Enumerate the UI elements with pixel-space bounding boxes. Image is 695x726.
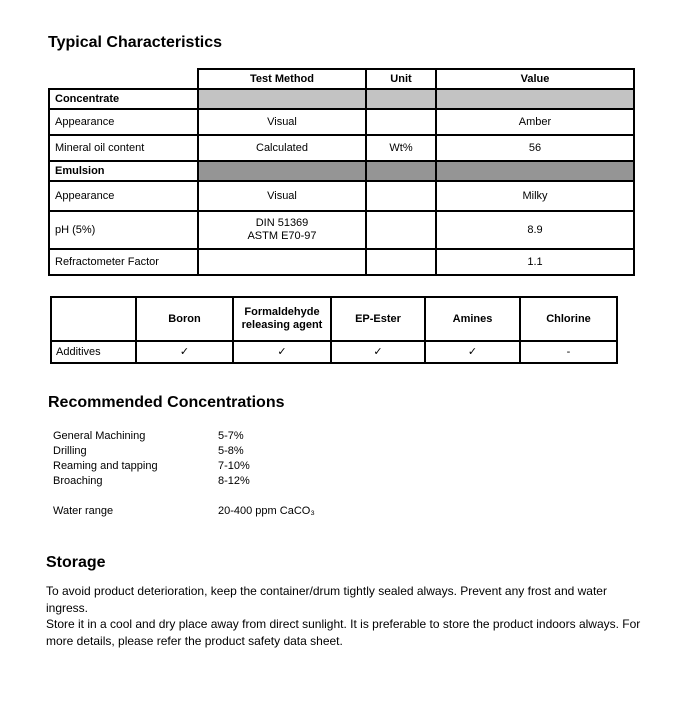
- additives-table: [50, 296, 618, 364]
- checkmark-formaldehyde: ✓: [233, 341, 331, 363]
- cell-unit: [366, 249, 436, 275]
- checkmark-amines: ✓: [425, 341, 520, 363]
- header-unit: Unit: [366, 69, 436, 89]
- table-row-appearance-concentrate: [49, 109, 634, 135]
- concentration-label: General Machining: [53, 429, 146, 442]
- additives-header-blank: [51, 297, 136, 341]
- additives-header-boron: Boron: [136, 297, 233, 341]
- group-fill-cell: [366, 161, 436, 181]
- table-row-appearance-emulsion: [49, 181, 634, 211]
- group-label-emulsion: Emulsion: [49, 161, 198, 181]
- list-item-broaching: [53, 473, 695, 488]
- cell-test-method: Visual: [198, 109, 366, 135]
- concentration-value: 5-7%: [218, 429, 244, 442]
- concentration-value: 7-10%: [218, 459, 250, 472]
- group-fill-cell: [436, 161, 634, 181]
- section-title-recommended-concentrations: Recommended Concentrations: [48, 394, 285, 411]
- additives-header-ep-ester: EP-Ester: [331, 297, 425, 341]
- storage-text-line: more details, please refer the product safety data sheet.: [46, 633, 343, 648]
- concentration-label: Broaching: [53, 474, 103, 487]
- cell-test-method: Calculated: [198, 135, 366, 161]
- list-item-water-range: [53, 503, 695, 518]
- table-row-refractometer-factor: [49, 249, 634, 275]
- storage-paragraph: [46, 583, 680, 649]
- cell-test-method: [198, 211, 366, 249]
- test-method-line-1: DIN 51369: [255, 217, 309, 229]
- cell-value: Milky: [436, 181, 634, 211]
- list-item-drilling: [53, 443, 695, 458]
- cell-label: Appearance: [49, 109, 198, 135]
- additives-header-formaldehyde: Formaldehyde releasing agent: [233, 297, 331, 341]
- table-row-concentrate: [49, 89, 634, 109]
- section-title-storage: Storage: [46, 554, 106, 571]
- group-label-concentrate: Concentrate: [49, 89, 198, 109]
- cell-label: Refractometer Factor: [49, 249, 198, 275]
- cell-label: Mineral oil content: [49, 135, 198, 161]
- cell-test-method: [198, 249, 366, 275]
- concentration-label: Reaming and tapping: [53, 459, 158, 472]
- table-header-row: [49, 69, 634, 89]
- cell-value: 8.9: [436, 211, 634, 249]
- test-method-line-2: ASTM E70-97: [247, 230, 317, 242]
- cell-label: pH (5%): [49, 211, 198, 249]
- additives-header-chlorine: Chlorine: [520, 297, 617, 341]
- water-range-value: 20-400 ppm CaCO₃: [218, 504, 315, 517]
- additives-header-row: [51, 297, 617, 341]
- cell-value: Amber: [436, 109, 634, 135]
- cell-unit: [366, 109, 436, 135]
- additives-header-amines: Amines: [425, 297, 520, 341]
- table-row-ph: [49, 211, 634, 249]
- additives-data-row: [51, 341, 617, 363]
- water-range-label: Water range: [53, 504, 114, 517]
- table-row-mineral-oil-content: [49, 135, 634, 161]
- checkmark-boron: ✓: [136, 341, 233, 363]
- storage-text-line: To avoid product deterioration, keep the container/drum tightly sealed always. Prevent any frost and water: [46, 584, 607, 598]
- cell-unit: [366, 211, 436, 249]
- group-fill-cell: [198, 161, 366, 181]
- group-fill-cell: [366, 89, 436, 109]
- header-test-method: Test Method: [198, 69, 366, 89]
- characteristics-table: [48, 68, 635, 276]
- group-fill-cell: [198, 89, 366, 109]
- cell-unit: [366, 181, 436, 211]
- section-title-typical-characteristics: Typical Characteristics: [48, 34, 223, 51]
- storage-text-line: ingress.: [46, 600, 89, 615]
- storage-text-line: Store it in a cool and dry place away from direct sunlight. It is preferable to store the product indoors always. For: [46, 617, 641, 631]
- table-row-emulsion: [49, 161, 634, 181]
- corner-blank-cell: [49, 69, 198, 89]
- concentration-value: 8-12%: [218, 474, 250, 487]
- cell-label: Appearance: [49, 181, 198, 211]
- list-item-general-machining: [53, 428, 695, 443]
- additives-row-label: Additives: [51, 341, 136, 363]
- concentration-label: Drilling: [53, 444, 87, 457]
- concentration-value: 5-8%: [218, 444, 244, 457]
- group-fill-cell: [436, 89, 634, 109]
- list-item-reaming-and-tapping: [53, 458, 695, 473]
- cell-value: 1.1: [436, 249, 634, 275]
- concentrations-list: [53, 428, 695, 518]
- cell-test-method: Visual: [198, 181, 366, 211]
- cell-value: 56: [436, 135, 634, 161]
- checkmark-ep-ester: ✓: [331, 341, 425, 363]
- header-value: Value: [436, 69, 634, 89]
- cell-unit: Wt%: [366, 135, 436, 161]
- dash-chlorine: -: [520, 341, 617, 363]
